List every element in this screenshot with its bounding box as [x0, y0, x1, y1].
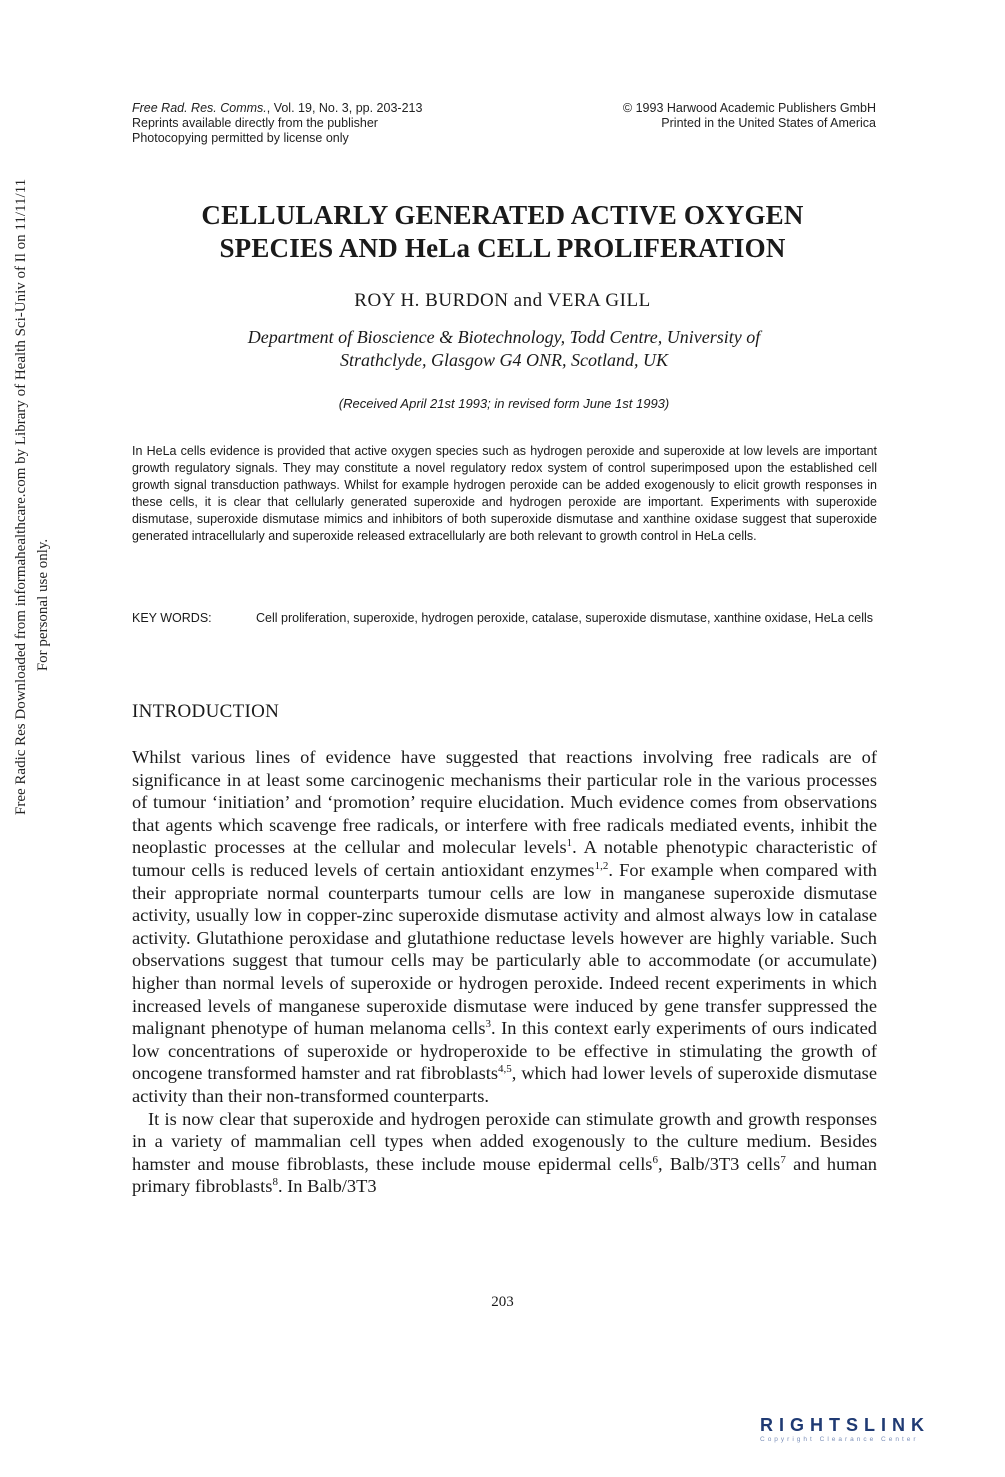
paragraph — [132, 1108, 877, 1198]
text-run: . In this context early experiments of ours indicated low concentrations of superoxide or hydroperoxide to be effective in stimulating the growth of oncogene transformed hamster and rat fibroblasts — [132, 1018, 877, 1084]
title-line-2: SPECIES AND HeLa CELL PROLIFERATION — [219, 233, 786, 263]
download-notice: Free Radic Res Downloaded from informahealthcare.com by Library of Health Sci-Univ of Il on 11/11/11 — [13, 178, 29, 815]
text-run: . For example when compared with their appropriate normal counterparts tumour cells are low in manganese superoxide dismutase activity, usually low in copper-zinc superoxide dismutase activity and almost always low in catalase activity. Glutathione peroxidase and glutathione reductase levels however are highly variable. Such observations suggest that tumour cells may be particularly able to accommodate (or accumulate) higher than normal levels of superoxide or hydrogen peroxide. Indeed recent experiments in which increased levels of manganese superoxide dismutase were induced by gene transfer suppressed the malignant phenotype of human melanoma cells — [132, 859, 877, 1039]
text-run: It is now clear that superoxide and hydrogen peroxide can stimulate growth and growth responses in a variety of mammalian cell types when added exogenously to the culture medium. Besides hamster and mouse fibroblasts, these include mouse epidermal cells — [132, 1108, 877, 1174]
journal-header — [132, 101, 422, 146]
rightslink-brand: RIGHTSLINK — [760, 1415, 930, 1435]
keywords-text: Cell proliferation, superoxide, hydrogen peroxide, catalase, superoxide dismutase, xanthine oxidase, HeLa cells — [256, 611, 874, 625]
text-run: Whilst various lines of evidence have suggested that reactions involving free radicals are of significance in at least some carcinogenic mechanisms their particular role in the various processes of tumour ‘initiation’ and ‘promotion’ require elucidation. Much evidence comes from observations that agents which scavenge free radicals, or interfere with free radicals mediated events, inhibit the neoplastic processes at the cellular and molecular levels — [132, 747, 877, 858]
download-watermark — [10, 178, 70, 815]
journal-name: Free Rad. Res. Comms. — [132, 101, 267, 115]
citation-ref: 7 — [780, 1153, 786, 1166]
citation-ref: 3 — [485, 1018, 492, 1030]
affiliation — [130, 326, 878, 372]
received-dates: (Received April 21st 1993; in revised form June 1st 1993) — [338, 396, 670, 411]
title-line-1: CELLULARLY GENERATED ACTIVE OXYGEN — [201, 200, 804, 230]
section-heading-introduction: INTRODUCTION — [132, 701, 280, 722]
keywords — [132, 610, 877, 627]
photocopy-note: Photocopying permitted by license only — [132, 131, 349, 145]
paragraph — [132, 746, 877, 1108]
rightslink-logo[interactable] — [760, 1415, 990, 1451]
text-run: . A notable phenotypic characteristic of tumour cells is reduced levels of certain antioxidant enzymes — [132, 837, 877, 880]
page-number: 203 — [491, 1294, 514, 1310]
body-text — [132, 746, 877, 1198]
citation-ref: 1 — [566, 837, 573, 850]
affiliation-line-1: Department of Bioscience & Biotechnology, Todd Centre, University of — [247, 327, 761, 347]
text-run: , which had lower levels of superoxide dismutase activity than their non-transformed counterparts. — [132, 1063, 877, 1106]
citation-ref: 1,2 — [594, 859, 609, 872]
abstract: In HeLa cells evidence is provided that active oxygen species such as hydrogen peroxide and superoxide at low levels are important growth regulatory signals. They may constitute a novel regulatory redox system of control superimposed upon the established cell growth signal transduction pathways. Whilst for example hydrogen peroxide can be added exogenously to elicit growth responses in these cells, it is clear that cellularly generated superoxide and hydrogen peroxide are important. Experiments with superoxide dismutase, superoxide dismutase mimics and inhibitors of both superoxide dismutase and xanthine oxidase suggest that superoxide generated intracellularly and superoxide released extracellularly are both relevant to growth control in HeLa cells. — [132, 444, 877, 543]
printed-line: Printed in the United States of America — [661, 116, 876, 130]
keywords-label: KEY WORDS: — [132, 611, 212, 625]
text-run: . In Balb/3T3 — [277, 1176, 377, 1197]
reprints-note: Reprints available directly from the publisher — [132, 116, 378, 130]
publisher-header — [560, 101, 876, 131]
authors: ROY H. BURDON and VERA GILL — [354, 290, 651, 311]
citation-ref: 4,5 — [498, 1063, 512, 1076]
rightslink-subtitle: Copyright Clearance Center — [760, 1436, 919, 1443]
paper-title — [90, 199, 915, 265]
citation-ref: 6 — [652, 1153, 658, 1166]
text-run: and human primary fibroblasts — [132, 1153, 877, 1197]
copyright-line: © 1993 Harwood Academic Publishers GmbH — [622, 101, 876, 115]
journal-citation: , Vol. 19, No. 3, pp. 203-213 — [266, 101, 423, 115]
personal-use-notice: For personal use only. — [35, 538, 51, 672]
affiliation-line-2: Strathclyde, Glasgow G4 ONR, Scotland, UK — [340, 350, 668, 370]
text-run: , Balb/3T3 cells — [657, 1153, 781, 1174]
citation-ref: 8 — [272, 1176, 278, 1189]
